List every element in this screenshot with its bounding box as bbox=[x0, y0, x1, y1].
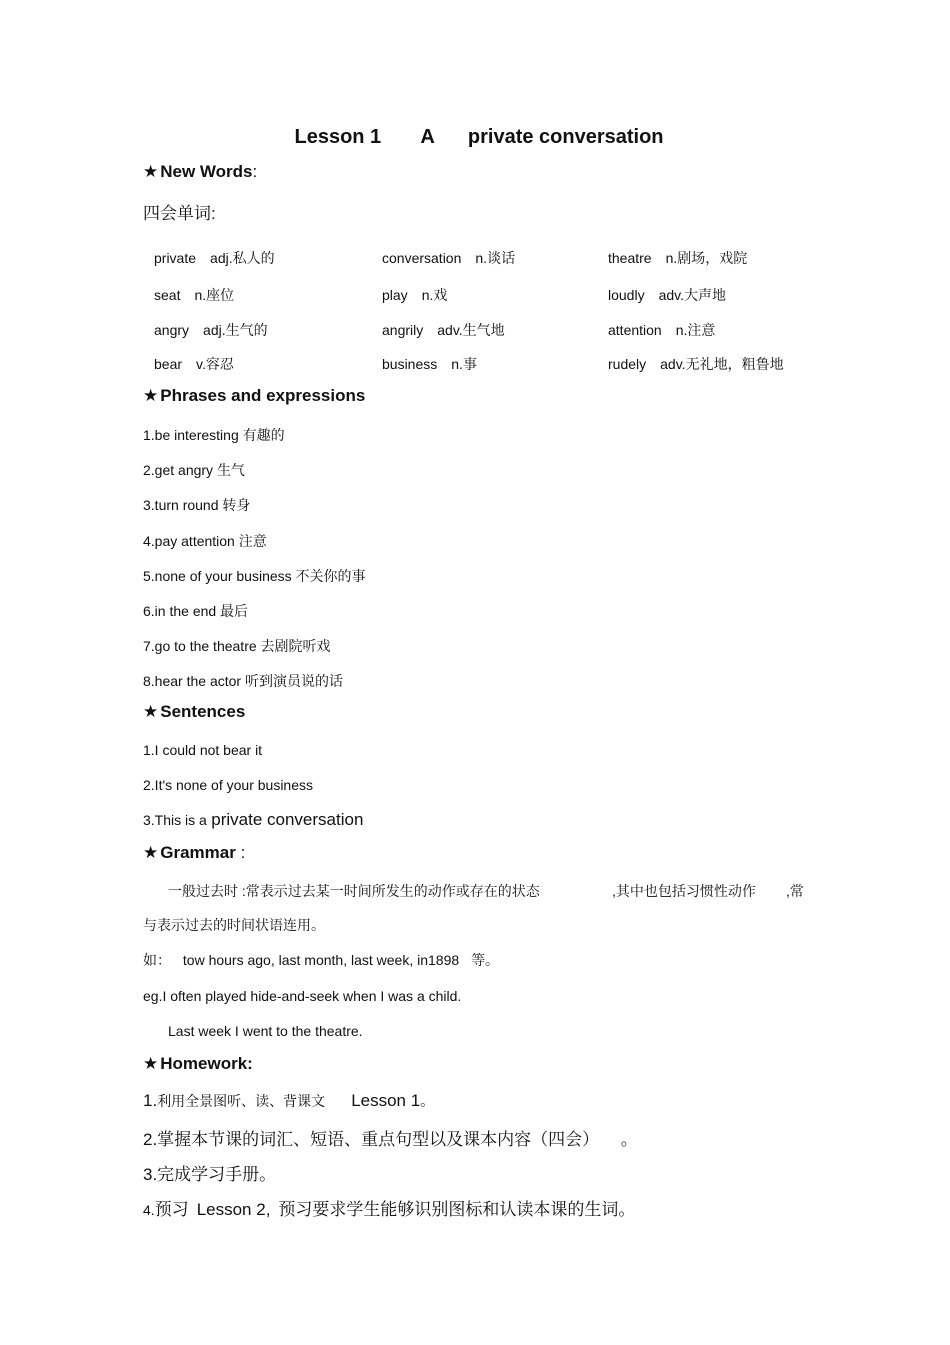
new-words-heading: ★ New Words: bbox=[143, 162, 258, 181]
title-letter: A bbox=[420, 126, 435, 148]
homework-item: 1.利用全景图听、读、背课文 Lesson 1。 bbox=[143, 1091, 435, 1110]
phrase-item: 7.go to the theatre 去剧院听戏 bbox=[143, 638, 331, 654]
homework-item: 3.完成学习手册。 bbox=[143, 1165, 277, 1184]
vocab-definition: n.注意 bbox=[675, 322, 716, 338]
vocab-word: business bbox=[382, 356, 438, 372]
vocab-definition: v.容忍 bbox=[196, 356, 234, 372]
phrase-item: 2.get angry 生气 bbox=[143, 462, 245, 478]
vocab-definition: adv.生气地 bbox=[437, 322, 505, 338]
vocab-word: theatre bbox=[608, 250, 652, 266]
phrase-item: 1.be interesting 有趣的 bbox=[143, 427, 285, 443]
star-icon: ★ bbox=[143, 843, 159, 862]
grammar-definition-part3: ,常 bbox=[786, 883, 804, 899]
sentence-item: 2.It's none of your business bbox=[143, 777, 313, 793]
phrases-heading: ★ Phrases and expressions bbox=[143, 386, 366, 405]
vocab-definition: n.座位 bbox=[194, 287, 235, 303]
vocab-definition: adj.生气的 bbox=[203, 322, 268, 338]
four-skill-words-label: 四会单词: bbox=[143, 204, 216, 223]
sentence-item: 3.This is a private conversation bbox=[143, 810, 364, 829]
vocab-definition: adv.无礼地，粗鲁地 bbox=[660, 356, 784, 372]
vocab-definition: n.剧场，戏院 bbox=[665, 250, 748, 266]
vocab-definition: n.戏 bbox=[421, 287, 448, 303]
star-icon: ★ bbox=[143, 1054, 159, 1073]
vocab-entry bbox=[154, 248, 275, 268]
grammar-heading: ★ Grammar : bbox=[143, 843, 246, 862]
vocab-word: seat bbox=[154, 287, 181, 303]
vocab-entry bbox=[608, 354, 784, 374]
grammar-examples: 如： tow hours ago, last month, last week, in1898 等。 bbox=[143, 952, 500, 968]
homework-item: 4.预习 Lesson 2, 预习要求学生能够识别图标和认读本课的生词。 bbox=[143, 1200, 636, 1219]
vocab-definition: n.事 bbox=[451, 356, 477, 372]
grammar-definition-line2: 与表示过去的时间状语连用。 bbox=[143, 917, 325, 933]
phrase-item: 4.pay attention 注意 bbox=[143, 533, 267, 549]
vocab-entry bbox=[608, 320, 715, 340]
lesson-title bbox=[0, 126, 950, 149]
title-topic: private conversation bbox=[467, 126, 664, 148]
star-icon: ★ bbox=[143, 386, 159, 405]
vocab-entry bbox=[154, 320, 268, 340]
title-lesson: Lesson 1 bbox=[294, 126, 382, 148]
phrase-item: 6.in the end 最后 bbox=[143, 603, 249, 619]
phrase-item: 8.hear the actor 听到演员说的话 bbox=[143, 673, 343, 689]
vocab-word: rudely bbox=[608, 356, 647, 372]
star-icon: ★ bbox=[143, 162, 159, 181]
homework-item: 2.掌握本节课的词汇、短语、重点句型以及课本内容（四会） 。 bbox=[143, 1130, 638, 1149]
vocab-definition: adv.大声地 bbox=[658, 287, 727, 303]
phrase-item: 3.turn round 转身 bbox=[143, 497, 251, 513]
grammar-definition-part1: 一般过去时 :常表示过去某一时间所发生的动作或存在的状态 bbox=[168, 883, 540, 899]
vocab-word: attention bbox=[608, 322, 662, 338]
homework-heading: ★ Homework: bbox=[143, 1054, 253, 1073]
sentence-item: 1.I could not bear it bbox=[143, 742, 263, 758]
vocab-word: loudly bbox=[608, 287, 645, 303]
vocab-word: play bbox=[382, 287, 408, 303]
grammar-definition-part2: ,其中也包括习惯性动作 bbox=[612, 883, 756, 899]
vocab-definition: n.谈话 bbox=[475, 250, 516, 266]
vocab-entry bbox=[382, 320, 505, 340]
sentences-heading: ★ Sentences bbox=[143, 702, 246, 721]
vocab-entry bbox=[608, 285, 726, 305]
vocab-word: angry bbox=[154, 322, 190, 338]
vocab-word: angrily bbox=[382, 322, 424, 338]
vocab-entry bbox=[608, 248, 747, 268]
vocab-entry bbox=[382, 285, 447, 305]
vocab-entry bbox=[382, 248, 515, 268]
grammar-example-sentence: eg.I often played hide-and-seek when I was a child. bbox=[143, 988, 462, 1004]
vocab-entry bbox=[382, 354, 477, 374]
vocab-definition: adj.私人的 bbox=[210, 250, 275, 266]
vocab-word: conversation bbox=[382, 250, 462, 266]
vocab-entry bbox=[154, 285, 234, 305]
vocab-word: bear bbox=[154, 356, 183, 372]
star-icon: ★ bbox=[143, 702, 159, 721]
grammar-example-sentence: Last week I went to the theatre. bbox=[168, 1023, 363, 1039]
phrase-item: 5.none of your business 不关你的事 bbox=[143, 568, 366, 584]
vocab-entry bbox=[154, 354, 234, 374]
vocab-word: private bbox=[154, 250, 197, 266]
